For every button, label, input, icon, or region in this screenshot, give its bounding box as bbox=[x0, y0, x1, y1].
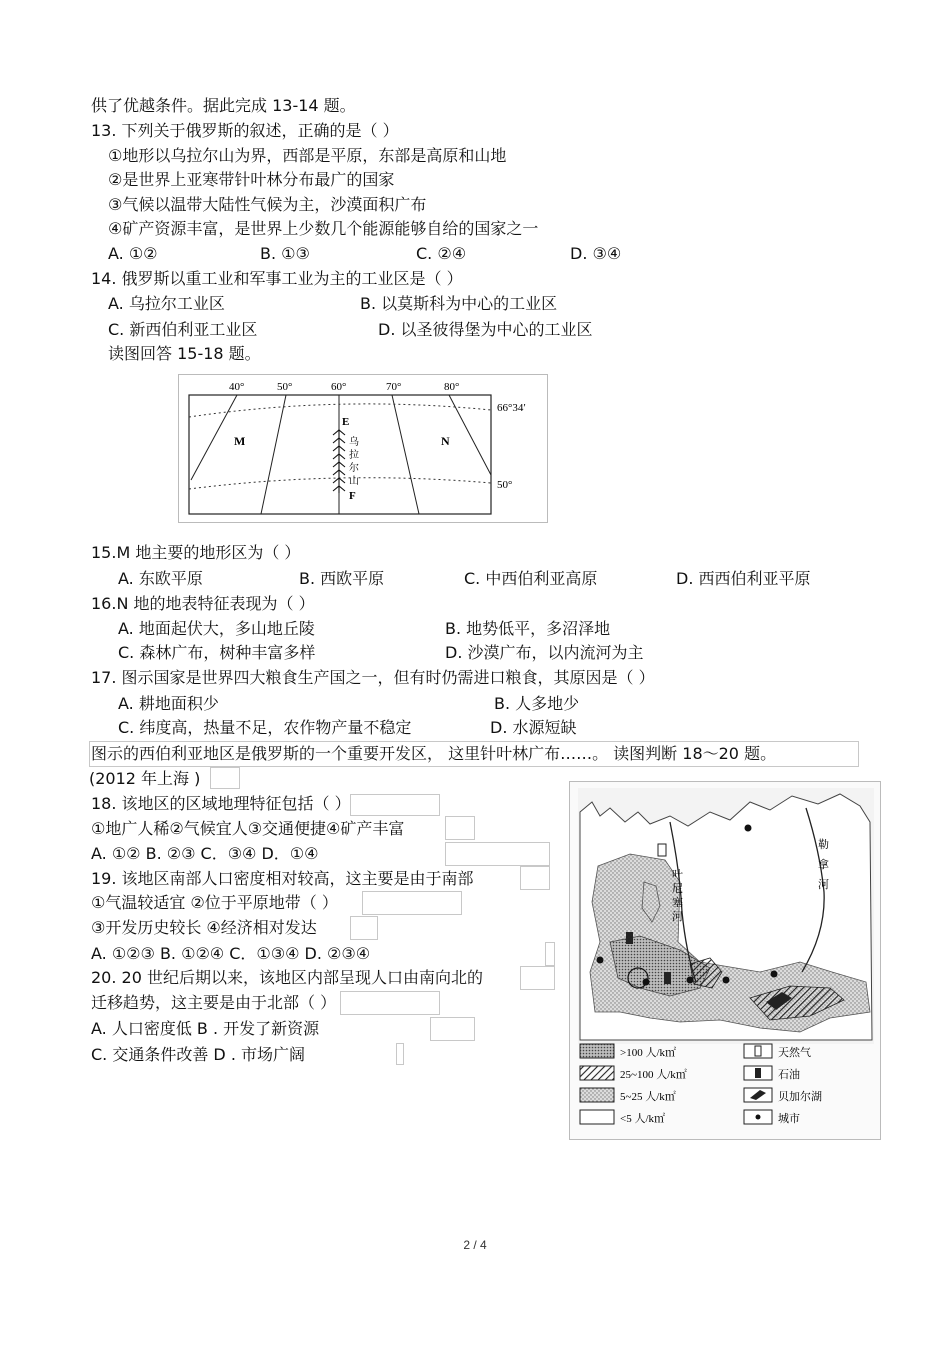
source-box bbox=[210, 767, 240, 789]
mountain-char-4: 山 bbox=[349, 476, 359, 487]
read-instruction-15-18: 读图回答 15-18 题。 bbox=[108, 344, 261, 363]
lena-char-3: 河 bbox=[818, 879, 829, 891]
city-dot-3 bbox=[687, 977, 694, 984]
intro-line: 供了优越条件。据此完成 13-14 题。 bbox=[91, 96, 356, 115]
q19-options-1: ①气温较适宜 ②位于平原地带（ ） bbox=[91, 893, 338, 912]
lon-label-50: 50° bbox=[277, 381, 293, 393]
label-e: E bbox=[342, 416, 350, 428]
yenisei-char-3: 塞 bbox=[672, 897, 683, 909]
q20-ab-box bbox=[430, 1017, 475, 1041]
legend-density-5-25: 5~25 人/k㎡ bbox=[620, 1091, 676, 1103]
lat-label-bottom: 50° bbox=[497, 479, 513, 491]
q14-option-c: C. 新西伯利亚工业区 bbox=[108, 320, 258, 339]
label-n: N bbox=[441, 434, 450, 448]
legend-density-under-5: <5 人/k㎡ bbox=[620, 1113, 666, 1125]
ural-mountain-symbol bbox=[333, 429, 345, 493]
q17-option-d: D. 水源短缺 bbox=[490, 718, 577, 737]
q15-option-b: B. 西欧平原 bbox=[299, 569, 385, 588]
mountain-char-3: 尔 bbox=[349, 463, 359, 474]
legend-density-over-100: >100 人/k㎡ bbox=[620, 1047, 677, 1059]
meridian-50 bbox=[261, 395, 286, 514]
legend-lake: 贝加尔湖 bbox=[778, 1091, 822, 1103]
map-legend bbox=[580, 1044, 822, 1125]
page-number: 2 / 4 bbox=[463, 1238, 487, 1252]
q20-blank bbox=[340, 991, 440, 1015]
question-18: 18. 该地区的区域地理特征包括（ ） bbox=[91, 794, 351, 813]
gas-symbol-map-1 bbox=[658, 844, 666, 856]
mountain-char-2: 拉 bbox=[349, 450, 359, 461]
lon-label-80: 80° bbox=[444, 381, 460, 393]
meridian-40 bbox=[191, 395, 237, 480]
label-m: M bbox=[234, 434, 246, 448]
q18-answers-box bbox=[445, 842, 550, 866]
yenisei-char-4: 河 bbox=[672, 911, 683, 923]
question-16: 16.N 地的地表特征表现为（ ） bbox=[91, 594, 315, 613]
q18-statements: ①地广人稀②气候宜人③交通便捷④矿产丰富 bbox=[91, 819, 405, 838]
q13-statement-1: ①地形以乌拉尔山为界，西部是平原，东部是高原和山地 bbox=[108, 146, 507, 165]
question-17: 17. 图示国家是世界四大粮食生产国之一，但有时仍需进口粮食，其原因是（ ） bbox=[91, 668, 655, 687]
q14-option-a: A. 乌拉尔工业区 bbox=[108, 294, 225, 313]
lena-char-2: 拿 bbox=[818, 859, 829, 871]
ural-map bbox=[178, 374, 548, 523]
question-14: 14. 俄罗斯以重工业和军事工业为主的工业区是（ ） bbox=[91, 269, 463, 288]
yenisei-char-1: 叶 bbox=[672, 869, 683, 881]
city-dot-6 bbox=[745, 825, 752, 832]
q17-option-b: B. 人多地少 bbox=[494, 694, 580, 713]
label-f: F bbox=[349, 490, 356, 502]
meridian-80 bbox=[449, 395, 491, 475]
legend-city: 城市 bbox=[778, 1113, 800, 1125]
q13-option-d: D. ③④ bbox=[570, 244, 622, 263]
lena-char-1: 勒 bbox=[818, 839, 829, 851]
legend-gas: 天然气 bbox=[778, 1047, 811, 1059]
arctic-circle-line bbox=[189, 404, 491, 417]
q19-answers-box bbox=[545, 942, 555, 966]
q18-statements-box bbox=[445, 816, 475, 840]
q13-statement-3: ③气候以温带大陆性气候为主，沙漠面积广布 bbox=[108, 195, 427, 214]
q16-option-a: A. 地面起伏大，多山地丘陵 bbox=[118, 619, 315, 638]
city-dot-4 bbox=[723, 977, 730, 984]
q15-option-c: C. 中西伯利亚高原 bbox=[464, 569, 598, 588]
siberia-intro: 图示的西伯利亚地区是俄罗斯的一个重要开发区， 这里针叶林广布……。 读图判断 18～20 题。 bbox=[91, 744, 777, 763]
lon-label-60: 60° bbox=[331, 381, 347, 393]
question-19: 19. 该地区南部人口密度相对较高，这主要是由于南部 bbox=[91, 869, 474, 888]
q16-option-b: B. 地势低平，多沼泽地 bbox=[445, 619, 611, 638]
source-note: (2012 年上海 ) bbox=[89, 769, 201, 788]
gas-icon bbox=[755, 1046, 761, 1056]
q17-option-a: A. 耕地面积少 bbox=[118, 694, 219, 713]
q16-option-c: C. 森林广布，树种丰富多样 bbox=[118, 643, 316, 662]
q19-answers: A. ①②③ B. ①②④ C．①③④ D. ②③④ bbox=[91, 944, 371, 963]
city-icon bbox=[756, 1115, 761, 1120]
legend-density-25-100: 25~100 人/k㎡ bbox=[620, 1069, 687, 1081]
q13-option-c: C. ②④ bbox=[416, 244, 467, 263]
question-15: 15.M 地主要的地形区为（ ） bbox=[91, 543, 301, 562]
mountain-char-1: 乌 bbox=[349, 437, 359, 448]
q16-option-d: D. 沙漠广布，以内流河为主 bbox=[445, 643, 644, 662]
q18-answers: A. ①② B. ②③ C．③④ D．①④ bbox=[91, 844, 319, 863]
q15-option-d: D. 西西伯利亚平原 bbox=[676, 569, 811, 588]
q13-option-a: A. ①② bbox=[108, 244, 158, 263]
oil-symbol-map-2 bbox=[664, 972, 671, 984]
yenisei-char-2: 尼 bbox=[672, 883, 683, 895]
q20-cd-box bbox=[396, 1043, 404, 1065]
q13-statement-4: ④矿产资源丰富，是世界上少数几个能源能够自给的国家之一 bbox=[108, 219, 539, 238]
city-dot-5 bbox=[771, 971, 778, 978]
q20-line-2: 迁移趋势，这主要是由于北部（ ） bbox=[91, 993, 337, 1012]
q20-options-cd: C. 交通条件改善 D . 市场广阔 bbox=[91, 1045, 306, 1064]
legend-oil: 石油 bbox=[778, 1069, 800, 1081]
city-dot-1 bbox=[597, 957, 604, 964]
q13-statement-2: ②是世界上亚寒带针叶林分布最广的国家 bbox=[108, 170, 395, 189]
q19-options-box bbox=[350, 916, 378, 940]
oil-symbol-map-1 bbox=[626, 932, 633, 944]
lon-label-70: 70° bbox=[386, 381, 402, 393]
q19-options-2: ③开发历史较长 ④经济相对发达 bbox=[91, 918, 317, 937]
q19-box bbox=[520, 866, 550, 890]
q14-option-d: D. 以圣彼得堡为中心的工业区 bbox=[378, 320, 593, 339]
question-20: 20. 20 世纪后期以来，该地区内部呈现人口由南向北的 bbox=[91, 968, 483, 987]
q17-option-c: C. 纬度高，热量不足，农作物产量不稳定 bbox=[118, 718, 412, 737]
meridian-70 bbox=[392, 395, 419, 514]
siberia-map bbox=[569, 781, 881, 1140]
q19-blank bbox=[362, 891, 462, 915]
q14-option-b: B. 以莫斯科为中心的工业区 bbox=[360, 294, 558, 313]
q20-box bbox=[520, 966, 555, 990]
question-13: 13. 下列关于俄罗斯的叙述，正确的是（ ） bbox=[91, 121, 399, 140]
q13-option-b: B. ①③ bbox=[260, 244, 310, 263]
lon-label-40: 40° bbox=[229, 381, 245, 393]
q20-options-ab: A. 人口密度低 B . 开发了新资源 bbox=[91, 1019, 320, 1038]
q18-blank bbox=[350, 794, 440, 816]
lat-label-top: 66°34′ bbox=[497, 402, 526, 414]
q15-option-a: A. 东欧平原 bbox=[118, 569, 203, 588]
oil-icon bbox=[755, 1068, 761, 1078]
